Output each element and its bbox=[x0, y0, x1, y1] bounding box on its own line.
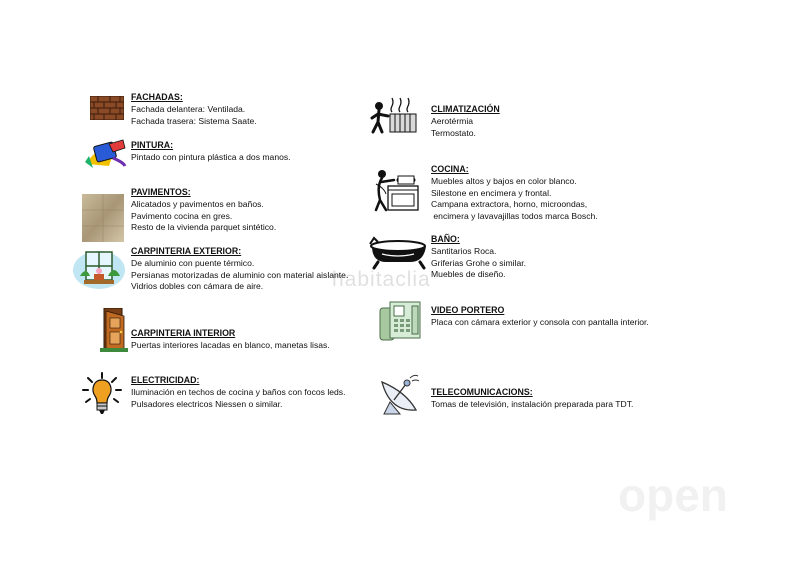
paint-icon bbox=[83, 138, 127, 170]
video-portero-line: Placa con cámara exterior y consola con pantalla interior. bbox=[431, 316, 649, 327]
pintura-line: Pintado con pintura plástica a dos manos. bbox=[131, 151, 291, 162]
electricidad-title: ELECTRICIDAD: bbox=[131, 375, 200, 385]
window-icon bbox=[72, 246, 126, 290]
cocina-line: Muebles altos y bajos en color blanco. bbox=[431, 175, 577, 186]
cocina-title: COCINA: bbox=[431, 164, 469, 174]
pavimentos-line: Resto de la vivienda parquet sintético. bbox=[131, 222, 277, 233]
satellite-dish-icon bbox=[376, 372, 422, 416]
door-icon bbox=[100, 308, 128, 352]
video-portero-title: VIDEO PORTERO bbox=[431, 305, 505, 315]
telecomunicaciones-line: Tomas de televisión, instalación preparada para TDT. bbox=[431, 398, 634, 409]
climatizacion-line: Termostato. bbox=[431, 127, 476, 138]
carpinteria-exterior-line: Vidrios dobles con cámara de aire. bbox=[131, 281, 264, 292]
cocina-line: Silestone en encimera y frontal. bbox=[431, 187, 552, 198]
fachadas-title: FACHADAS: bbox=[131, 92, 183, 102]
carpinteria-interior-line: Puertas interiores lacadas en blanco, manetas lisas. bbox=[131, 339, 330, 350]
floor-tile-icon bbox=[82, 194, 124, 242]
bano-line: Santitarios Roca. bbox=[431, 245, 497, 256]
radiator-person-icon bbox=[370, 96, 420, 136]
electricidad-line: Pulsadores electricos Niessen o similar. bbox=[131, 398, 283, 409]
bano-title: BAÑO: bbox=[431, 234, 460, 244]
carpinteria-interior-title: CARPINTERIA INTERIOR bbox=[131, 328, 236, 338]
corner-watermark: open bbox=[618, 469, 728, 521]
pavimentos-title: PAVIMENTOS: bbox=[131, 187, 191, 197]
climatizacion-title: CLIMATIZACIÓN bbox=[431, 104, 500, 114]
pavimentos-line: Alicatados y pavimentos en baños. bbox=[131, 198, 264, 209]
brick-wall-icon bbox=[90, 96, 124, 120]
bano-line: Muebles de diseño. bbox=[431, 269, 506, 280]
carpinteria-exterior-line: De aluminio con puente térmico. bbox=[131, 257, 255, 268]
electricidad-line: Iluminación en techos de cocina y baños con focos leds. bbox=[131, 386, 346, 397]
cocina-line: Campana extractora, horno, microondas, bbox=[431, 199, 588, 210]
carpinteria-exterior-line: Persianas motorizadas de aluminio con material aislante. bbox=[131, 269, 349, 280]
pintura-title: PINTURA: bbox=[131, 140, 174, 150]
bathtub-icon bbox=[366, 234, 430, 270]
fachadas-line: Fachada delantera: Ventilada. bbox=[131, 103, 246, 114]
habitaclia-watermark: habitaclia bbox=[332, 268, 431, 291]
carpinteria-exterior-title: CARPINTERIA EXTERIOR: bbox=[131, 246, 242, 256]
telecomunicaciones-title: TELECOMUNICACIONS: bbox=[431, 387, 533, 397]
bano-line: Griferias Grohe o similar. bbox=[431, 257, 527, 268]
fachadas-line: Fachada trasera: Sistema Saate. bbox=[131, 115, 257, 126]
climatizacion-line: Aerotérmia bbox=[431, 115, 474, 126]
cocina-line: encimera y lavavajillas todos marca Bosch. bbox=[431, 211, 598, 222]
intercom-phone-icon bbox=[378, 300, 424, 344]
cooking-stove-icon bbox=[374, 166, 422, 212]
pavimentos-line: Pavimento cocina en gres. bbox=[131, 210, 233, 221]
light-bulb-icon bbox=[82, 372, 122, 416]
